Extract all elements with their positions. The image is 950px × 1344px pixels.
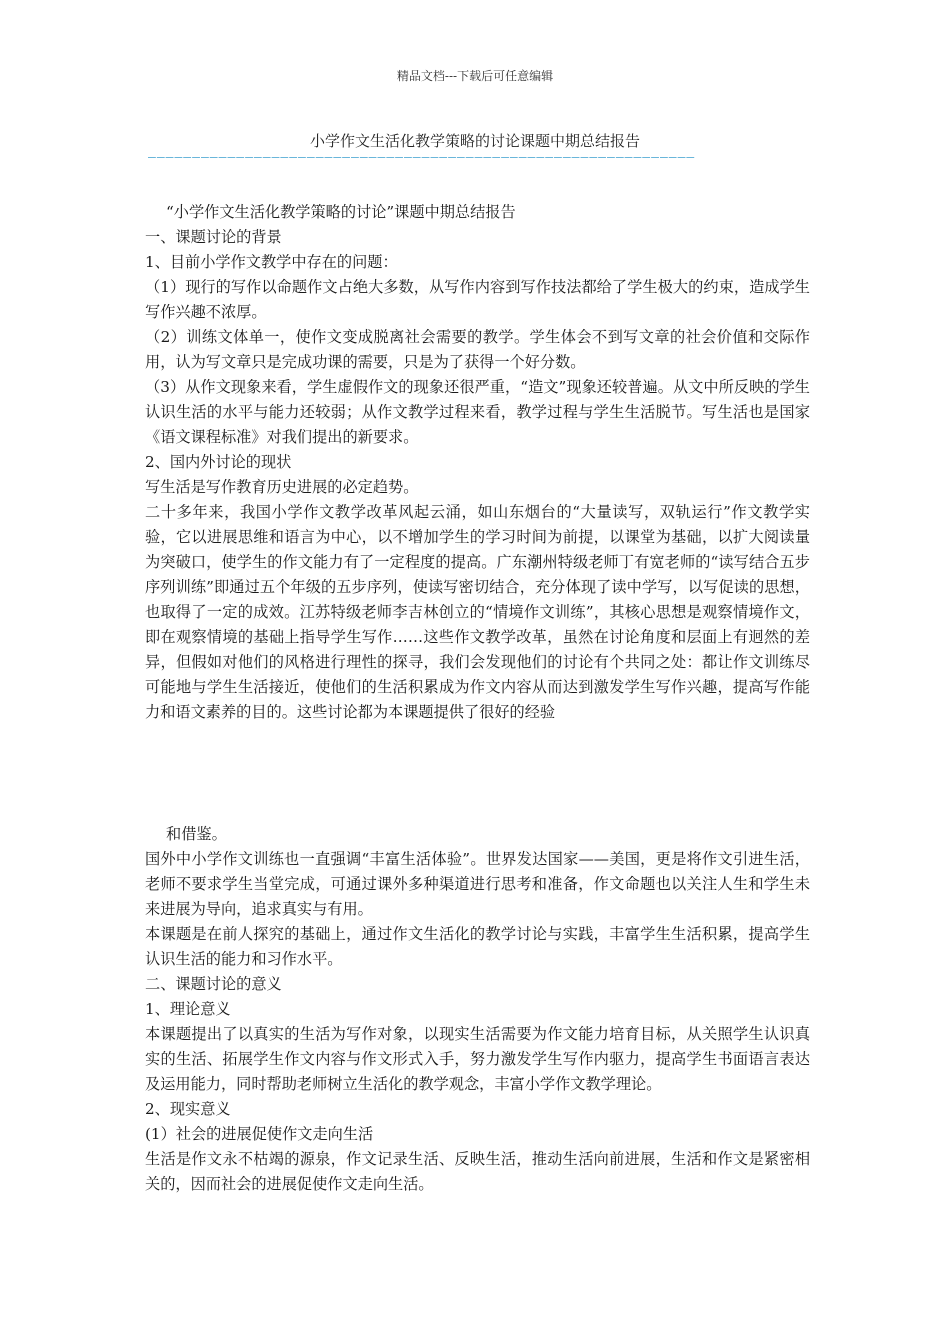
paragraph: 本课题是在前人探究的基础上，通过作文生活化的教学讨论与实践，丰富学生生活积累，提高学生认识生活的能力和习作水平。 — [145, 925, 810, 968]
report-heading: “小学作文生活化教学策略的讨论”课题中期总结报告 — [166, 203, 516, 221]
document-title: 小学作文生活化教学策略的讨论课题中期总结报告 — [309, 132, 640, 150]
paragraph: 写生活是写作教育历史进展的必定趋势。 — [145, 478, 419, 496]
subsection-heading: 2、国内外讨论的现状 — [145, 453, 292, 471]
title-dashed-rule: —————————————————————————————————————————————————————————————— — [148, 150, 696, 164]
paragraph: （2）训练文体单一，使作文变成脱离社会需要的教学。学生体会不到写文章的社会价值和交际作用，认为写文章只是完成功课的需要，只是为了获得一个好分数。 — [145, 328, 810, 371]
paragraph: （3）从作文现象来看，学生虚假作文的现象还很严重，“造文”现象还较普遍。从文中所反映的学生认识生活的水平与能力还较弱；从作文教学过程来看，教学过程与学生生活脱节。写生活也是国家《语文课程标准》对我们提出的新要求。 — [145, 378, 810, 446]
paragraph: 二十多年来，我国小学作文教学改革风起云涌，如山东烟台的“大量读写，双轨运行”作文教学实验，它以进展思维和语言为中心，以不增加学生的学习时间为前提，以课堂为基础，以扩大阅读量为突破口，使学生的作文能力有了一定程度的提高。广东潮州特级老师丁有宽老师的“读写结合五步序列训练”即通过五个年级的五步序列，使读写密切结合，充分体现了读中学写，以写促读的思想，也取得了一定的成效。江苏特级老师李吉林创立的“情境作文训练”，其核心思想是观察情境作文，即在观察情境的基础上指导学生写作……这些作文教学改革，虽然在讨论角度和层面上有迥然的差异，但假如对他们的风格进行理性的探寻，我们会发现他们的讨论有个共同之处：都让作文训练尽可能地与学生生活接近，使他们的生活积累成为作文内容从而达到激发学生写作兴趣，提高写作能力和语文素养的目的。这些讨论都为本课题提供了很好的经验 — [145, 503, 810, 721]
subsection-heading: 2、现实意义 — [145, 1100, 231, 1118]
subsection-heading: 1、理论意义 — [145, 1000, 231, 1018]
subsection-heading: (1）社会的进展促使作文走向生活 — [145, 1125, 374, 1143]
subsection-heading: 1、目前小学作文教学中存在的问题： — [145, 253, 398, 271]
document-header-note: 精品文档---下载后可任意编辑 — [396, 69, 554, 83]
paragraph-continuation: 和借鉴。 — [166, 825, 227, 843]
body-section-2 — [145, 822, 810, 1197]
paragraph: 本课题提出了以真实的生活为写作对象，以现实生活需要为作文能力培育目标，从关照学生认识真实的生活、拓展学生作文内容与作文形式入手，努力激发学生写作内驱力，提高学生书面语言表达及运用能力，同时帮助老师树立生活化的教学观念，丰富小学作文教学理论。 — [145, 1025, 810, 1093]
section-heading: 二、课题讨论的意义 — [145, 975, 282, 993]
paragraph: 国外中小学作文训练也一直强调“丰富生活体验”。世界发达国家——美国，更是将作文引进生活，老师不要求学生当堂完成，可通过课外多种渠道进行思考和准备，作文命题也以关注人生和学生未来进展为导向，追求真实与有用。 — [145, 850, 810, 918]
paragraph: （1）现行的写作以命题作文占绝大多数，从写作内容到写作技法都给了学生极大的约束，造成学生写作兴趣不浓厚。 — [145, 278, 810, 321]
paragraph: 生活是作文永不枯竭的源泉，作文记录生活、反映生活，推动生活向前进展，生活和作文是紧密相关的，因而社会的进展促使作文走向生活。 — [145, 1150, 810, 1193]
section-heading: 一、课题讨论的背景 — [145, 228, 282, 246]
body-section-1 — [145, 200, 810, 725]
